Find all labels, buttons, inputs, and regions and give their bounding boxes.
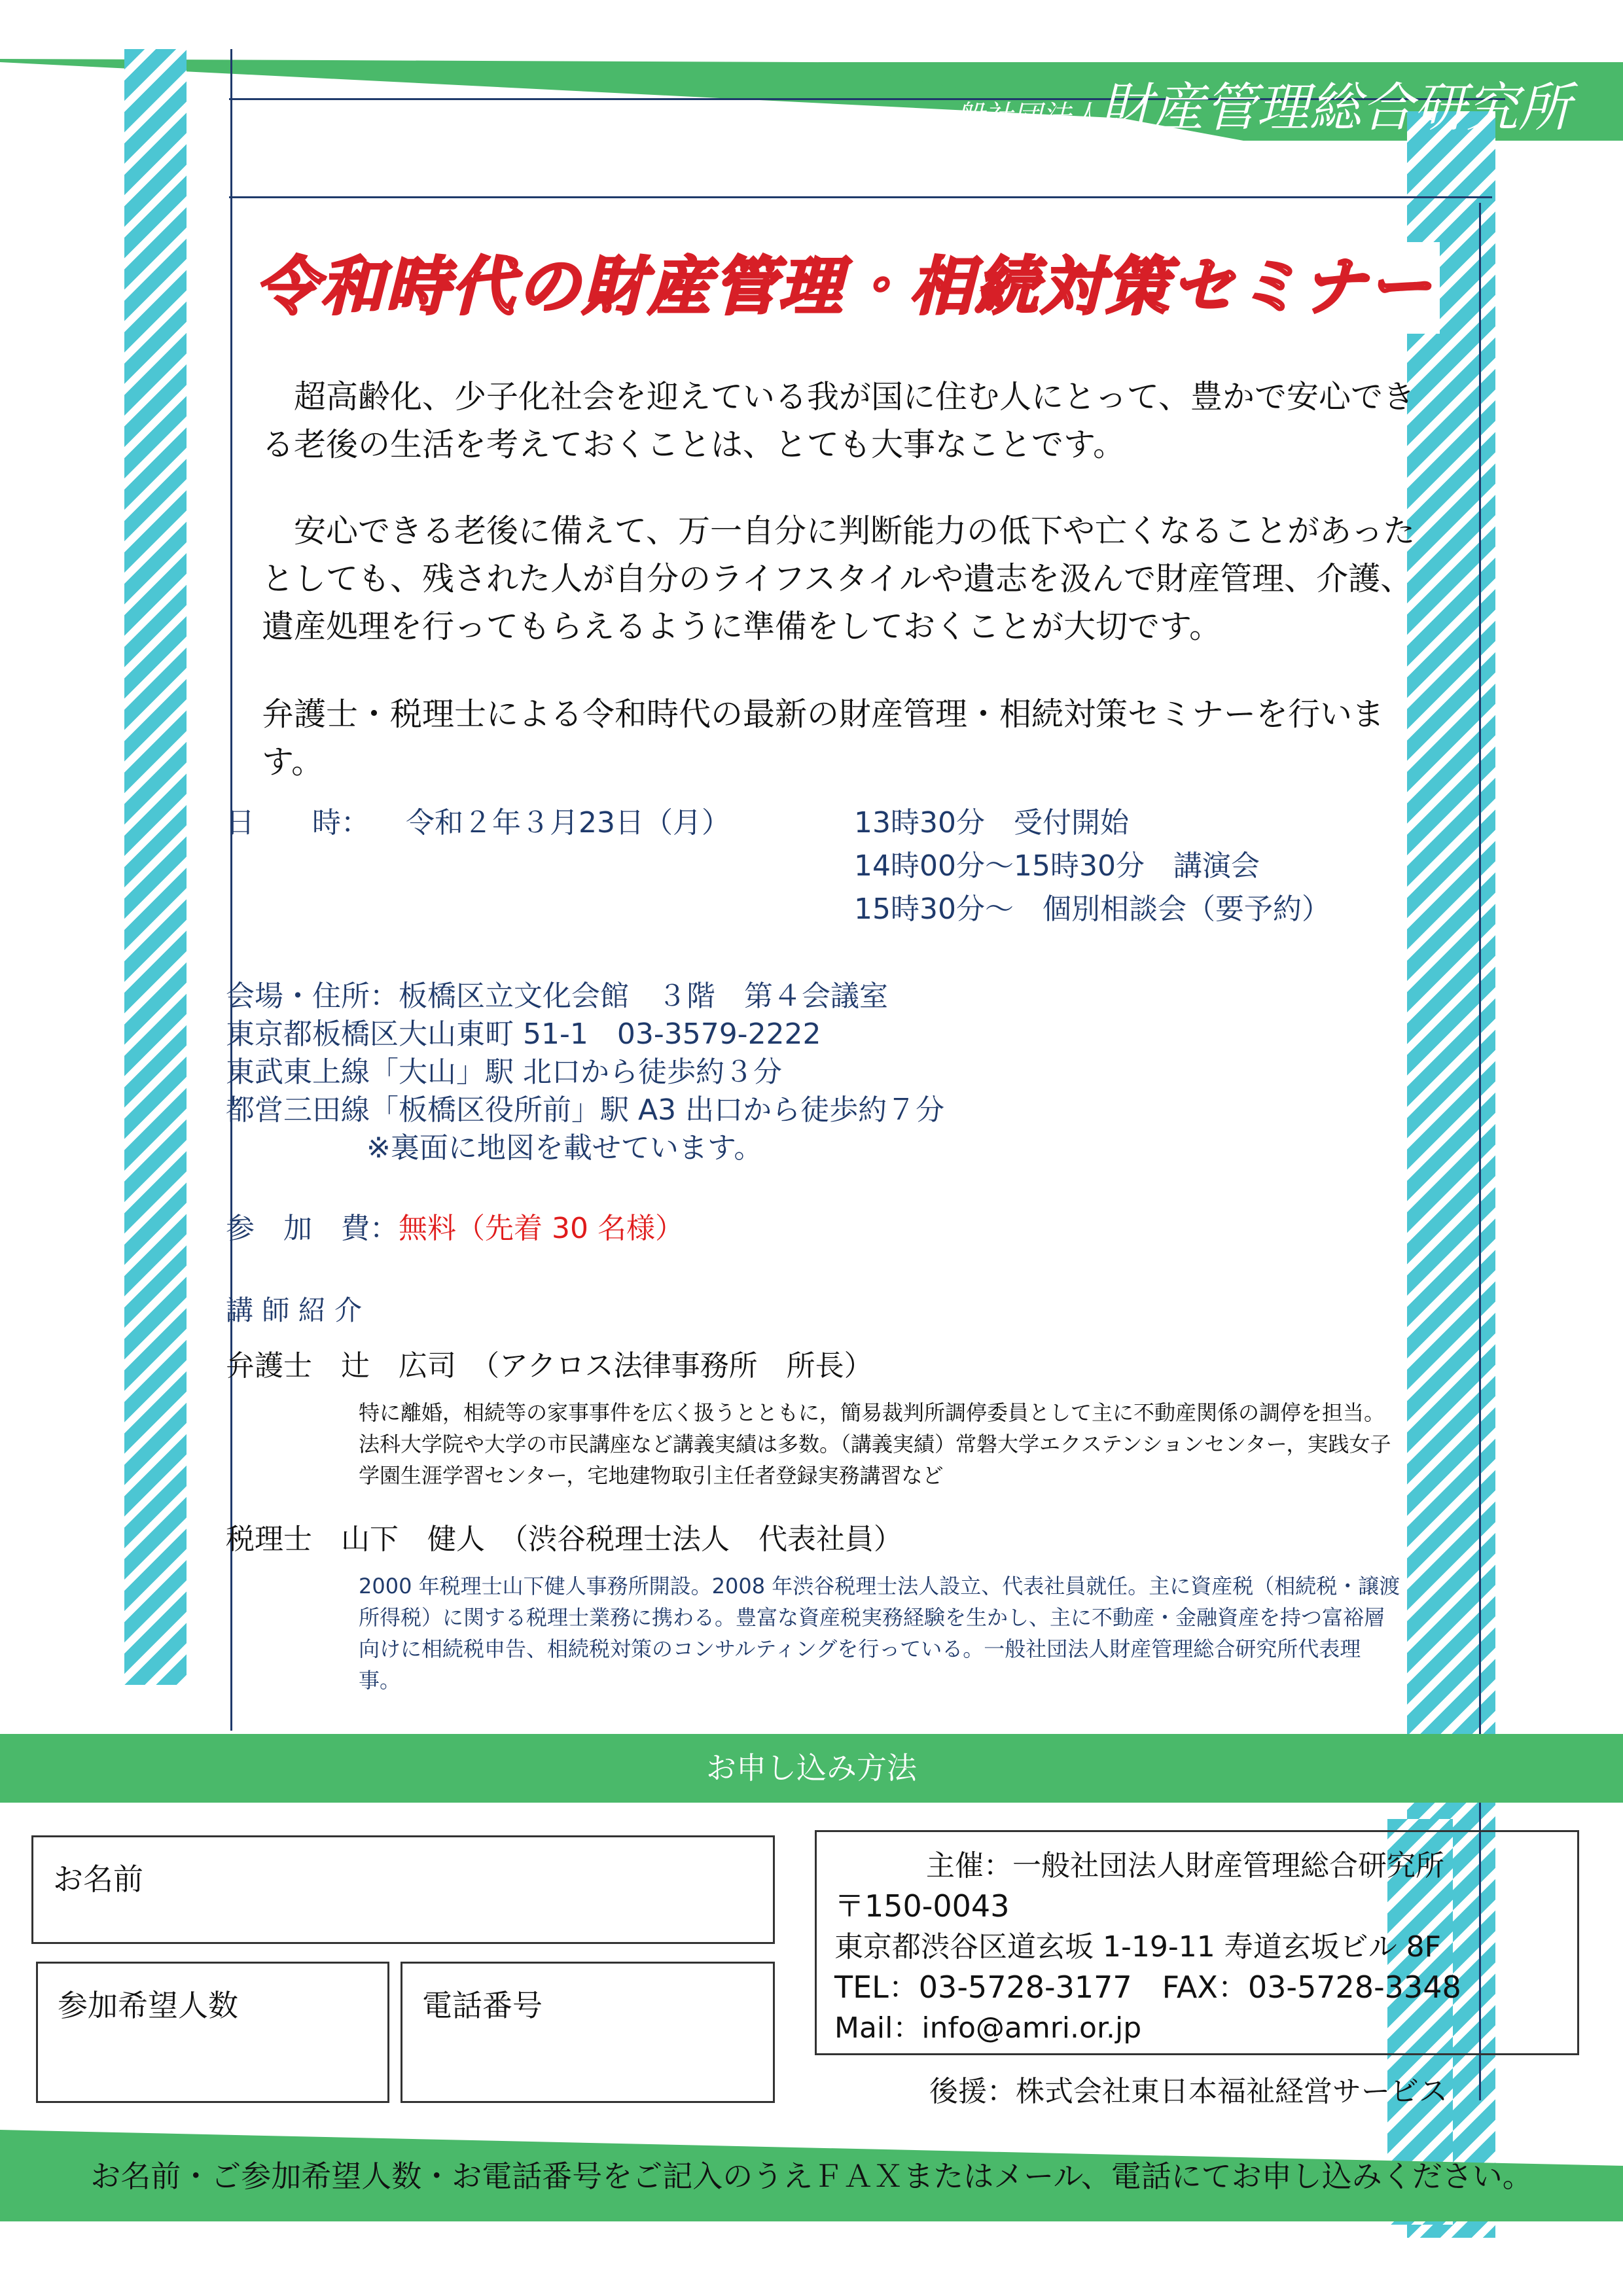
organizer-host: 主催：一般社団法人財産管理総合研究所	[926, 1849, 1444, 1882]
name-field[interactable]	[31, 1835, 775, 1944]
frame-line-upper	[229, 196, 1492, 198]
venue-access-1: 東武東上線「大山」駅 北口から徒歩約３分	[226, 1055, 782, 1089]
intro-text-1: 超高齢化、少子化社会を迎えている我が国に住む人にとって、豊かで安心できる老後の生活を考えておくことは、とても大事なことです。	[262, 378, 1416, 463]
fee-label: 参 加 費：	[226, 1212, 399, 1245]
venue-label	[226, 975, 888, 1018]
name-field-label: お名前	[53, 1862, 143, 1897]
venue-note: ※裏面に地図を載せています。	[366, 1131, 763, 1165]
fee-value: 無料（先着 30 名様）	[399, 1212, 684, 1245]
organizer-address: 東京都渋谷区道玄坂 1-19-11 寿道玄坂ビル 8F	[834, 1930, 1441, 1964]
venue-label-text: 会場・住所：	[226, 980, 399, 1013]
application-instructions: お名前・ご参加希望人数・お電話番号をご記入のうえＦＡＸまたはメール、電話にてお申し込みください。	[90, 2159, 1533, 2194]
frame-line-right	[1479, 203, 1481, 2100]
accountant-bio: 2000 年税理士山下健人事務所開設。2008 年渋谷税理士法人設立、代表社員就任。主に資産税（相続税・譲渡所得税）に関する税理士業務に携わる。豊富な資産税実務経験を生かし、主に不動産・金融資産を持つ富裕層向けに相続税申告、相続税対策のコンサルティングを行っている。一般社団法人財産管理総合研究所代表理事。	[359, 1574, 1400, 1693]
frame-line-left	[230, 49, 232, 1731]
left-stripe-decoration	[124, 49, 187, 1685]
organizer-mail[interactable]: Mail：info@amri.or.jp	[834, 2011, 1142, 2045]
phone-field[interactable]	[401, 1962, 775, 2103]
speakers-heading: 講 師 紹 介	[226, 1294, 363, 1326]
participant-count-field[interactable]	[36, 1962, 389, 2103]
application-heading: お申し込み方法	[706, 1750, 917, 1786]
intro-text-3: 弁護士・税理士による令和時代の最新の財産管理・相続対策セミナーを行います。	[262, 696, 1385, 781]
lawyer-name: 弁護士 辻 広司 （アクロス法律事務所 所長）	[226, 1349, 873, 1383]
organizer-postal: 〒150-0043	[834, 1888, 1010, 1924]
schedule-item-1: 13時30分 受付開始	[854, 806, 1129, 839]
accountant-name: 税理士 山下 健人 （渋谷税理士法人 代表社員）	[226, 1523, 902, 1556]
schedule-item-2: 14時00分～15時30分 講演会	[854, 849, 1260, 883]
intro-paragraph-2	[262, 507, 1420, 650]
intro-paragraph-1	[262, 373, 1420, 468]
venue-name: 板橋区立文化会館 ３階 第４会議室	[399, 980, 888, 1013]
schedule-label: 日 時：	[226, 806, 370, 839]
organizer-tel-fax: TEL：03-5728-3177 FAX：03-5728-3348	[834, 1969, 1461, 2005]
brand-name: 財産管理総合研究所	[1099, 77, 1571, 138]
lawyer-bio: 特に離婚，相続等の家事事件を広く扱うとともに，簡易裁判所調停委員として主に不動産関係の調停を担当。法科大学院や大学の市民講座など講義実績は多数。（講義実績）常磐大学エクステンションセンター，実践女子学園生涯学習センター，宅地建物取引主任者登録実務講習など	[359, 1400, 1391, 1488]
intro-text-2: 安心できる老後に備えて、万一自分に判断能力の低下や亡くなることがあったとしても、残された人が自分のライフスタイルや遺志を汲んで財産管理、介護、遺産処理を行ってもらえるように準備をしておくことが大切です。	[262, 512, 1416, 645]
participant-count-label: 参加希望人数	[58, 1988, 238, 2023]
venue-address: 東京都板橋区大山東町 51-1 03-3579-2222	[226, 1017, 821, 1051]
brand-header	[877, 65, 1571, 141]
seminar-title: 令和時代の財産管理・相続対策セミナー	[255, 250, 1433, 323]
intro-paragraph-3	[262, 690, 1420, 786]
venue-access-2: 都営三田線「板橋区役所前」駅 A3 出口から徒歩約７分	[226, 1093, 945, 1127]
sponsor: 後援：株式会社東日本福祉経営サービス	[929, 2075, 1448, 2108]
phone-field-label: 電話番号	[422, 1988, 543, 2023]
schedule-date: 令和２年３月23日（月）	[406, 806, 730, 839]
fee-line	[226, 1207, 684, 1250]
schedule-item-3: 15時30分～ 個別相談会（要予約）	[854, 892, 1330, 926]
brand-prefix: 一般社団法人	[927, 99, 1099, 133]
